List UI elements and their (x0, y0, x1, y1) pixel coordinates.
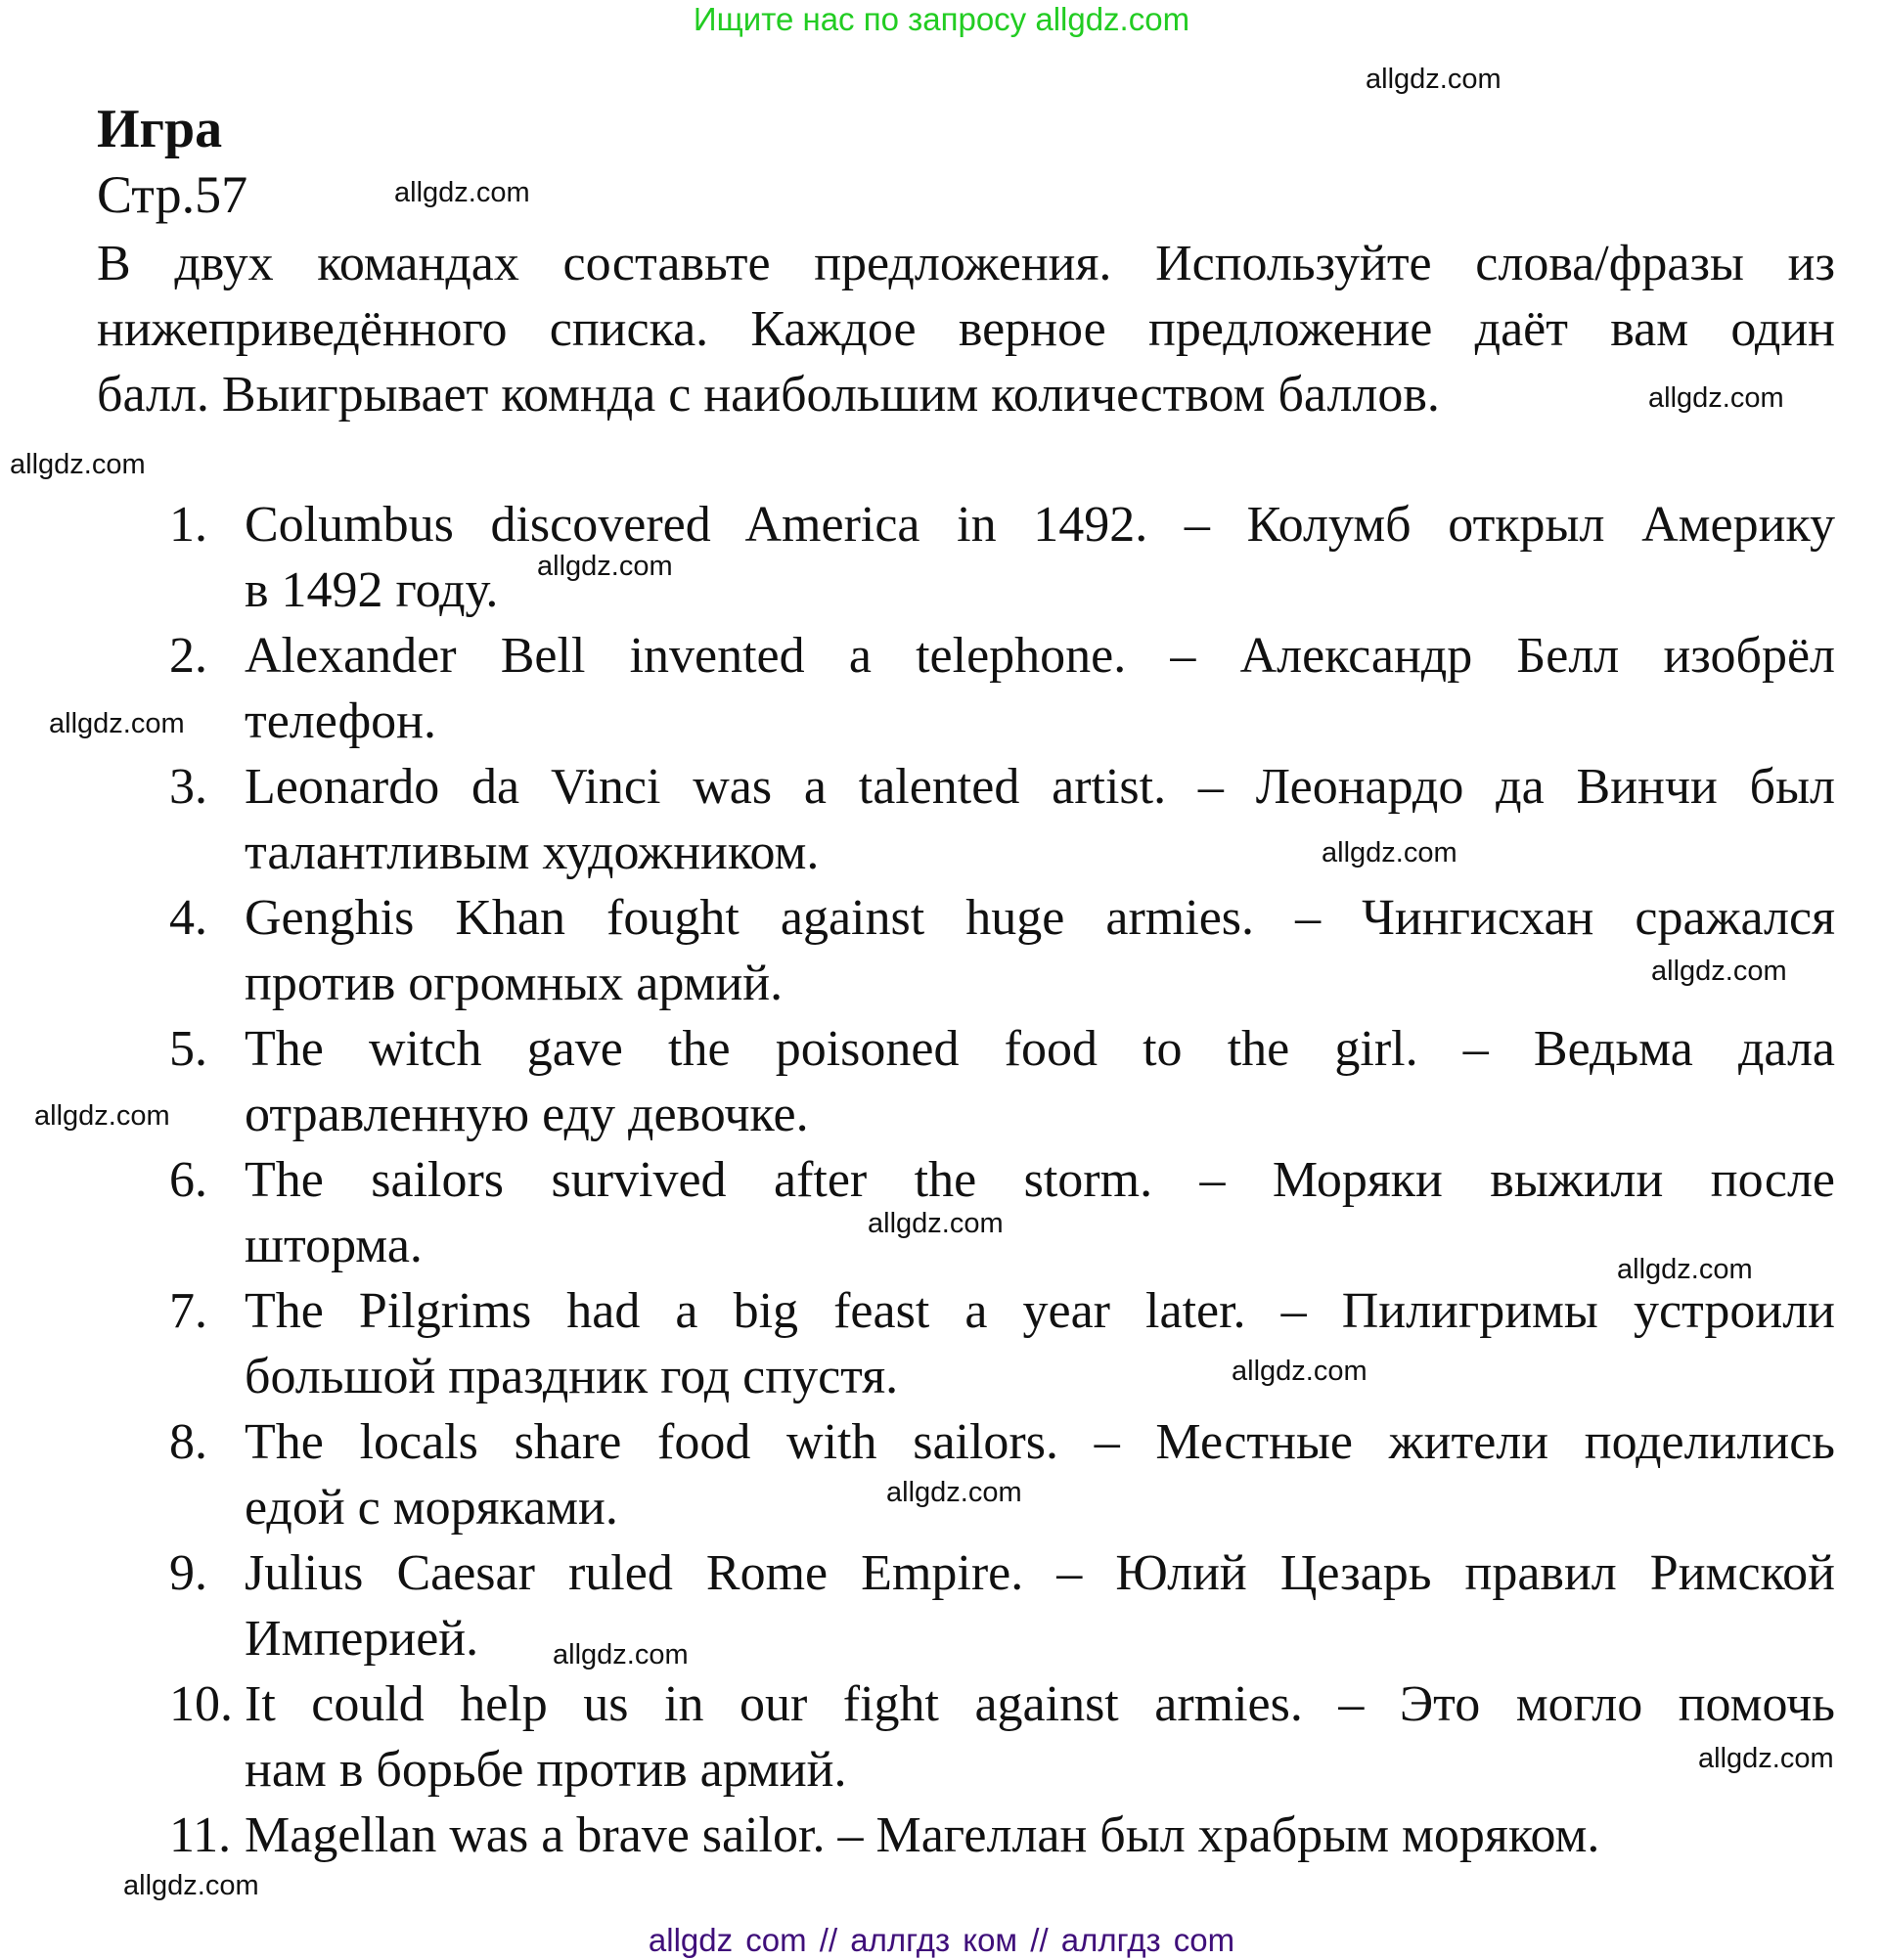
watermark: allgdz.com (1648, 382, 1784, 414)
item-number: 11. (169, 1807, 232, 1863)
promo-banner-top: Ищите нас по запросу allgdz.com (693, 1, 1190, 37)
list-item (169, 492, 1835, 623)
text-line: Julius Caesar ruled Rome Empire. – Юлий Цезарь правил Римской (245, 1545, 1835, 1601)
instructions-paragraph (97, 231, 1835, 427)
text-line: Magellan was a brave sailor. – Магеллан был храбрым моряком. (245, 1807, 1600, 1863)
text-line: большой праздник год спустя. (245, 1349, 899, 1404)
page-number: Стр.57 (97, 165, 248, 224)
text-line: шторма. (245, 1218, 423, 1273)
sentence-list (169, 492, 1835, 1868)
watermark: allgdz.com (1366, 64, 1502, 95)
item-number: 6. (169, 1152, 207, 1208)
item-number: 9. (169, 1545, 207, 1601)
text-line: Alexander Bell invented a telephone. – Александр Белл изобрёл (245, 628, 1835, 684)
list-item (169, 623, 1835, 754)
text-line: в 1492 году. (245, 562, 499, 618)
item-number: 8. (169, 1414, 207, 1470)
watermark: allgdz.com (1651, 956, 1787, 987)
watermark: allgdz.com (868, 1208, 1004, 1239)
text-line: The sailors survived after the storm. – Моряки выжили после (245, 1152, 1835, 1208)
watermark: allgdz.com (123, 1870, 259, 1901)
list-item (169, 1016, 1835, 1147)
watermark: allgdz.com (1698, 1743, 1834, 1774)
item-number: 5. (169, 1021, 207, 1077)
text-line: нам в борьбе против армий. (245, 1742, 847, 1798)
watermark: allgdz.com (1617, 1254, 1753, 1285)
text-line: балл. Выигрывает комнда с наибольшим количеством баллов. (97, 367, 1440, 423)
watermark: allgdz.com (49, 708, 185, 739)
section-title: Игра (97, 99, 223, 159)
text-line: нижеприведённого списка. Каждое верное предложение даёт вам один (97, 301, 1835, 357)
text-line: телефон. (245, 693, 436, 749)
text-line: It could help us in our fight against armies. – Это могло помочь (245, 1676, 1835, 1732)
watermark: allgdz.com (537, 551, 673, 582)
watermark: allgdz.com (553, 1639, 689, 1670)
item-number: 1. (169, 497, 207, 553)
text-line: едой с моряками. (245, 1480, 618, 1536)
list-item (169, 1803, 1835, 1868)
text-line: Leonardo da Vinci was a talented artist. – Леонардо да Винчи был (245, 759, 1835, 815)
text-line: The Pilgrims had a big feast a year later. – Пилигримы устроили (245, 1283, 1835, 1339)
item-number: 3. (169, 759, 207, 815)
list-item (169, 754, 1835, 885)
list-item (169, 885, 1835, 1016)
watermark: allgdz.com (394, 177, 530, 208)
watermark: allgdz.com (1232, 1356, 1367, 1387)
item-number: 4. (169, 890, 207, 946)
text-line: В двух командах составьте предложения. Используйте слова/фразы из (97, 236, 1835, 291)
watermark: allgdz.com (1322, 837, 1457, 869)
item-number: 7. (169, 1283, 207, 1339)
text-line: Genghis Khan fought against huge armies. – Чингисхан сражался (245, 890, 1835, 946)
text-line: Columbus discovered America in 1492. – Колумб открыл Америку (245, 497, 1835, 553)
item-number: 10. (169, 1676, 233, 1732)
item-number: 2. (169, 628, 207, 684)
list-item (169, 1540, 1835, 1671)
text-line: Империей. (245, 1611, 479, 1667)
text-line: The locals share food with sailors. – Местные жители поделились (245, 1414, 1835, 1470)
watermark: allgdz.com (886, 1477, 1022, 1508)
list-item (169, 1671, 1835, 1803)
watermark: allgdz.com (10, 449, 146, 480)
text-line: талантливым художником. (245, 824, 820, 880)
text-line: отравленную еду девочке. (245, 1087, 809, 1142)
list-item (169, 1409, 1835, 1540)
watermark: allgdz.com (34, 1100, 170, 1132)
text-line: The witch gave the poisoned food to the girl. – Ведьма дала (245, 1021, 1835, 1077)
list-item (169, 1278, 1835, 1409)
text-line: против огромных армий. (245, 956, 784, 1011)
promo-banner-bottom: allgdz com // аллгдз ком // аллгдз com (648, 1922, 1235, 1958)
